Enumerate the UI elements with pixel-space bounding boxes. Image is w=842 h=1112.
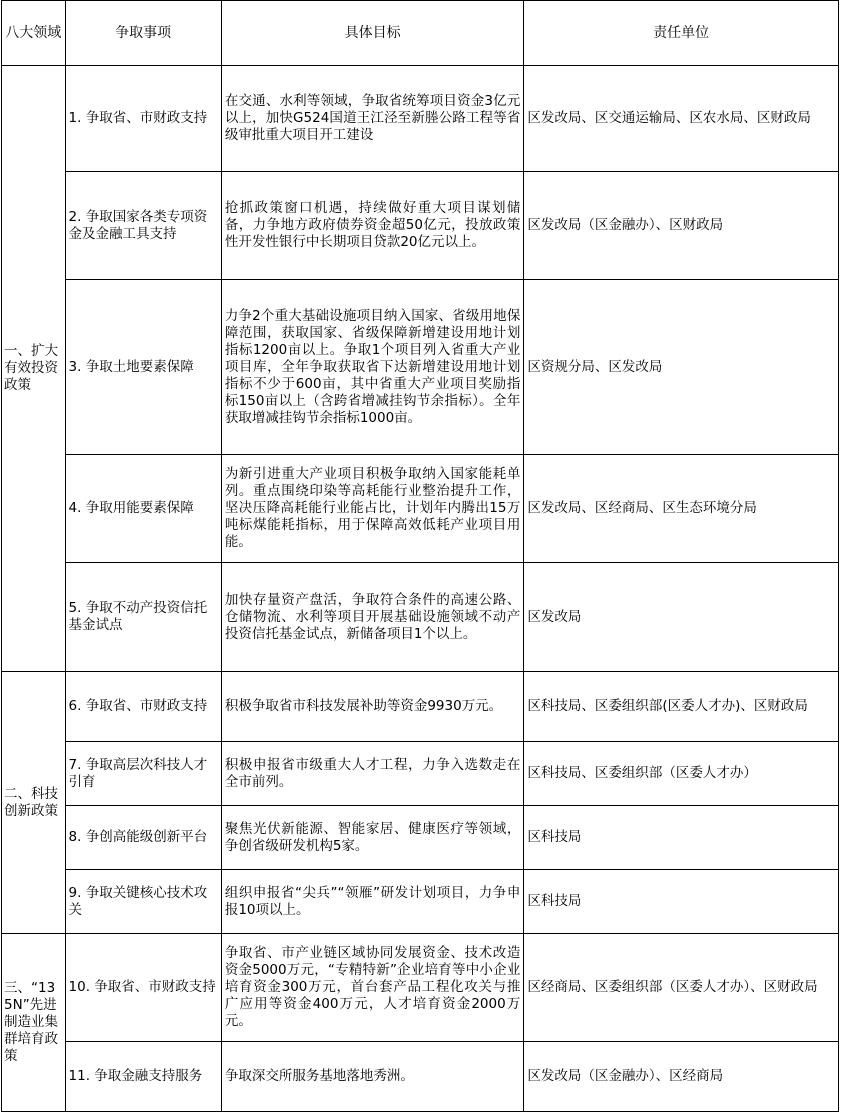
domain-cell: 三、“135N”先进制造业集群培育政策 <box>2 934 66 1112</box>
goal-cell: 积极争取省市科技发展补助等资金9930万元。 <box>221 672 524 742</box>
header-goal: 具体目标 <box>221 1 524 66</box>
header-domain: 八大领域 <box>2 1 66 66</box>
task-cell: 8. 争创高能级创新平台 <box>65 806 221 870</box>
table-row <box>2 563 839 672</box>
goal-cell: 力争2个重大基础设施项目纳入国家、省级用地保障范围，获取国家、省级保障新增建设用地计划指标1200亩以上。争取1个项目列入省重大产业项目库，全年争取获取省下达新增建设用地计划指标不少于600亩，其中省重大产业项目奖励指标150亩以上（含跨省增减挂钩节余指标）。全年获取增减挂钩节余指标1000亩。 <box>221 280 524 455</box>
task-cell: 4. 争取用能要素保障 <box>65 455 221 563</box>
unit-cell: 区科技局、区委组织部(区委人才办)、区财政局 <box>524 672 839 742</box>
table-row <box>2 934 839 1042</box>
table-row <box>2 280 839 455</box>
table-row <box>2 172 839 280</box>
task-cell: 2. 争取国家各类专项资金及金融工具支持 <box>65 172 221 280</box>
goal-cell: 争取深交所服务基地落地秀洲。 <box>221 1042 524 1112</box>
goal-cell: 为新引进重大产业项目积极争取纳入国家能耗单列。重点围绕印染等高耗能行业整治提升工作，坚决压降高耗能行业能占比，计划年内腾出15万吨标煤能耗指标，用于保障高效低耗产业项目用能。 <box>221 455 524 563</box>
table-row <box>2 66 839 172</box>
goal-cell: 加快存量资产盘活，争取符合条件的高速公路、仓储物流、水利等项目开展基础设施领域不动产投资信托基金试点，新储备项目1个以上。 <box>221 563 524 672</box>
domain-cell: 二、科技创新政策 <box>2 672 66 934</box>
unit-cell: 区科技局、区委组织部（区委人才办） <box>524 742 839 806</box>
header-row <box>2 1 839 66</box>
unit-cell: 区经商局、区委组织部（区委人才办）、区财政局 <box>524 934 839 1042</box>
unit-cell: 区科技局 <box>524 870 839 934</box>
goal-cell: 积极申报省市级重大人才工程，力争入选数走在全市前列。 <box>221 742 524 806</box>
table-row <box>2 455 839 563</box>
goal-cell: 在交通、水利等领域，争取省统筹项目资金3亿元以上，加快G524国道王江泾至新塍公路工程等省级审批重大项目开工建设 <box>221 66 524 172</box>
task-cell: 7. 争取高层次科技人才引育 <box>65 742 221 806</box>
goal-cell: 聚焦光伏新能源、智能家居、健康医疗等领域，争创省级研发机构5家。 <box>221 806 524 870</box>
task-cell: 11. 争取金融支持服务 <box>65 1042 221 1112</box>
unit-cell: 区发改局（区金融办）、区经商局 <box>524 1042 839 1112</box>
table-row <box>2 742 839 806</box>
unit-cell: 区发改局、区经商局、区生态环境分局 <box>524 455 839 563</box>
task-cell: 5. 争取不动产投资信托基金试点 <box>65 563 221 672</box>
table-row <box>2 870 839 934</box>
task-cell: 3. 争取土地要素保障 <box>65 280 221 455</box>
task-cell: 1. 争取省、市财政支持 <box>65 66 221 172</box>
goal-cell: 组织申报省“尖兵”“领雁”研发计划项目，力争申报10项以上。 <box>221 870 524 934</box>
unit-cell: 区资规分局、区发改局 <box>524 280 839 455</box>
policy-table <box>1 0 839 1112</box>
table-row <box>2 1042 839 1112</box>
unit-cell: 区发改局（区金融办）、区财政局 <box>524 172 839 280</box>
task-cell: 6. 争取省、市财政支持 <box>65 672 221 742</box>
goal-cell: 抢抓政策窗口机遇，持续做好重大项目谋划储备，力争地方政府债券资金超50亿元，投放政策性开发性银行中长期项目贷款20亿元以上。 <box>221 172 524 280</box>
domain-cell: 一、扩大有效投资政策 <box>2 66 66 672</box>
header-unit: 责任单位 <box>524 1 839 66</box>
table-row <box>2 806 839 870</box>
unit-cell: 区科技局 <box>524 806 839 870</box>
unit-cell: 区发改局 <box>524 563 839 672</box>
header-task: 争取事项 <box>65 1 221 66</box>
unit-cell: 区发改局、区交通运输局、区农水局、区财政局 <box>524 66 839 172</box>
goal-cell: 争取省、市产业链区域协同发展资金、技术改造资金5000万元，“专精特新”企业培育等中小企业培育资金300万元，首台套产品工程化攻关与推广应用等资金400万元，人才培育资金2000万元。 <box>221 934 524 1042</box>
task-cell: 10. 争取省、市财政支持 <box>65 934 221 1042</box>
task-cell: 9. 争取关键核心技术攻关 <box>65 870 221 934</box>
table-row <box>2 672 839 742</box>
